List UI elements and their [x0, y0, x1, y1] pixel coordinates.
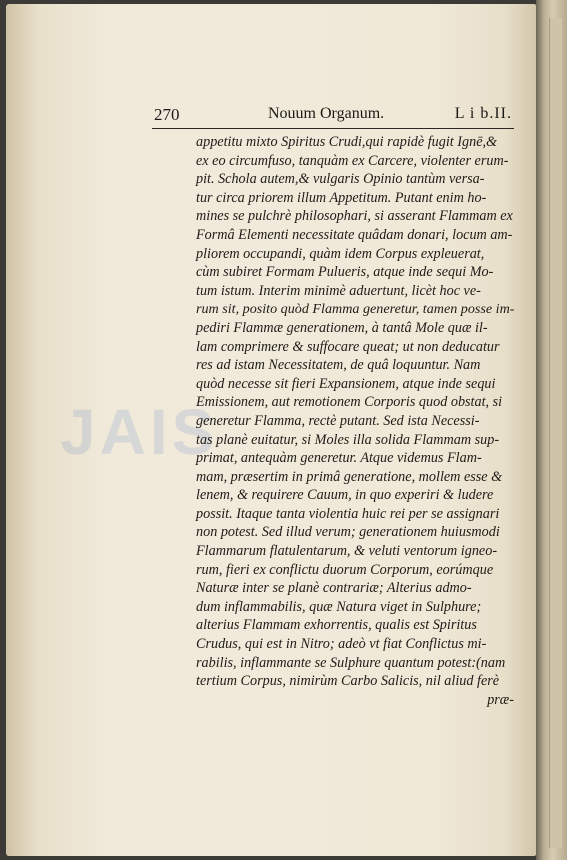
text-line: alterius Flammam exhorrentis, qualis est Spiritus — [196, 617, 477, 634]
text-line: pliorem occupandi, quàm idem Corpus expleuerat, — [196, 245, 485, 262]
book-number: L i b.II. — [454, 105, 512, 122]
text-line: rum, fieri ex conflictu duorum Corporum, eorúmque — [196, 561, 494, 578]
watermark: JAIS — [60, 396, 219, 468]
text-line: non potest. Sed illud verum; generationem huiusmodi — [196, 524, 500, 541]
text-line: quòd necesse sit fieri Expansionem, atque inde sequi — [196, 375, 496, 392]
text-line: primat, antequàm generetur. Atque videmus Flam- — [196, 450, 482, 467]
text-line: mam, præsertim in primâ generatione, mollem esse & — [196, 468, 503, 485]
text-line: pediri Flammæ generationem, à tantâ Mole quæ il- — [196, 319, 488, 336]
text-line: lam comprimere & suffocare queat; ut non deducatur — [196, 338, 500, 355]
text-line: rum sit, posito quòd Flamma generetur, tamen posse im- — [196, 301, 515, 318]
body-text — [196, 133, 514, 709]
text-line: dum inflammabilis, quæ Natura viget in Sulphure; — [196, 598, 482, 615]
text-line: tas planè euitatur, si Moles illa solida Flammam sup- — [196, 431, 500, 448]
text-line: tum istum. Interim minimè aduertunt, licèt hoc ve- — [196, 282, 481, 299]
text-line: tertium Corpus, nimirùm Carbo Salicis, nil aliud ferè — [196, 673, 500, 690]
text-line: cùm subiret Formam Pulueris, atque inde sequi Mo- — [196, 264, 494, 281]
text-line: rabilis, inflammante se Sulphure quantum potest:(nam — [196, 654, 506, 671]
text-line: lenem, & requirere Cauum, in quo experiri & ludere — [196, 487, 494, 504]
text-line: appetitu mixto Spiritus Crudi,qui rapidè fugit Ignē,& — [196, 134, 498, 150]
catchword: præ- — [487, 691, 514, 708]
header-rule — [152, 128, 514, 129]
running-title: Nouum Organum. — [268, 105, 385, 122]
text-line: pit. Schola autem,& vulgaris Opinio tantùm versa- — [196, 171, 485, 188]
text-line: mines se pulchrè philosophari, si asserant Flammam ex — [196, 208, 513, 225]
text-line: Naturæ inter se planè contrariæ; Alterius admo- — [196, 580, 472, 597]
text-line: Emissionem, aut remotionem Corporis quod obstat, si — [196, 394, 503, 411]
running-header — [150, 103, 512, 125]
text-line: res ad istam Necessitatem, de quâ loquuntur. Nam — [196, 357, 481, 374]
text-line: Flammarum flatulentarum, & veluti ventorum igneo- — [196, 543, 498, 560]
page-number: 270 — [154, 105, 180, 124]
text-line: ex eo circumfuso, tanquàm ex Carcere, violenter erum- — [196, 152, 509, 169]
text-line: Crudus, qui est in Nitro; adeò vt fiat Conflictus mi- — [196, 636, 487, 653]
text-line: Formâ Elementi necessitate quâdam donari, locum am- — [196, 226, 513, 243]
text-line: tur circa priorem illum Appetitum. Putant enim ho- — [196, 189, 487, 206]
page-gutter-strip — [549, 18, 562, 848]
text-line: generetur Flamma, rectè putant. Sed ista Necessi- — [196, 412, 480, 429]
text-line: possit. Itaque tanta violentia huic rei per se assignari — [196, 505, 500, 522]
